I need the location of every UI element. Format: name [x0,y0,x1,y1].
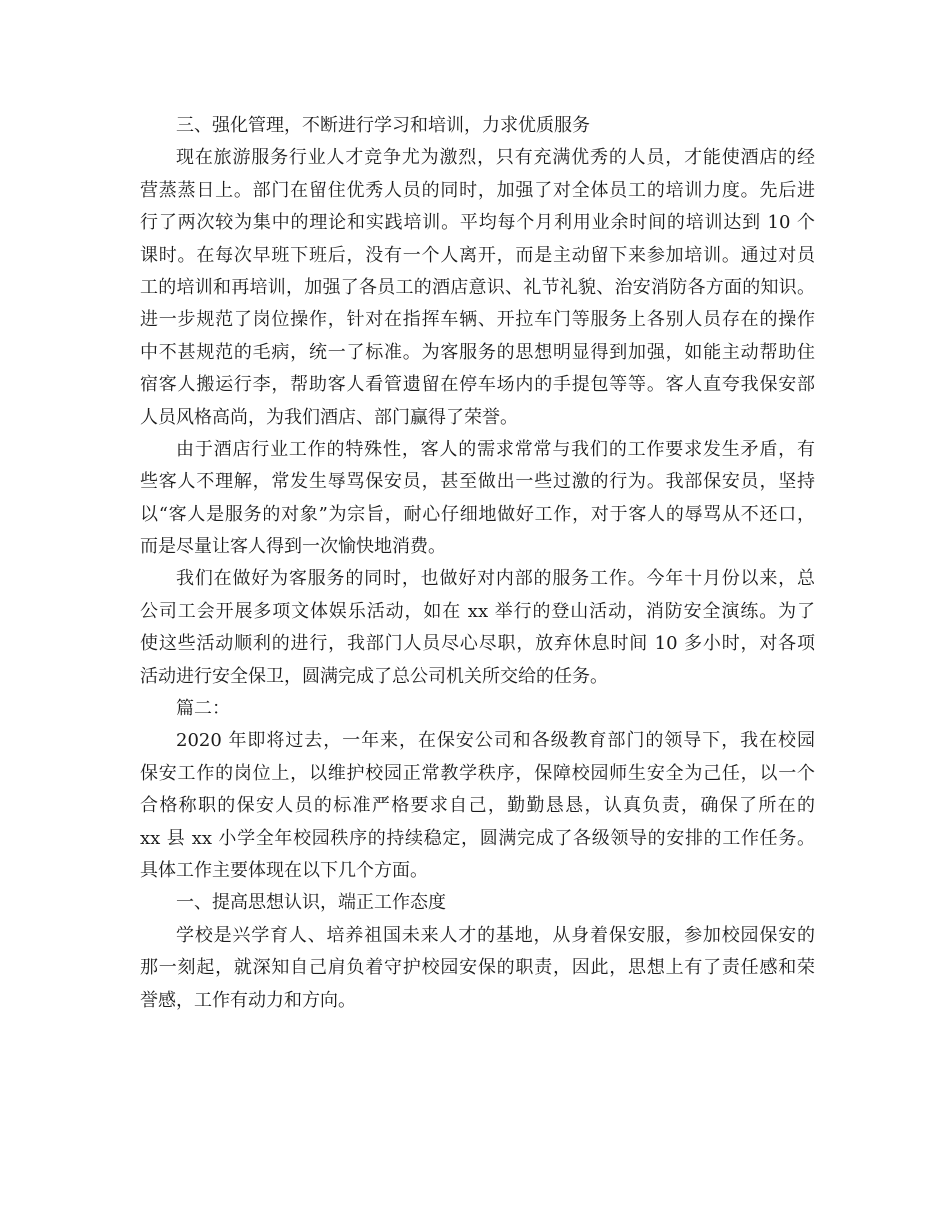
text-line: 具体工作主要体现在以下几个方面。 [140,859,428,881]
text-line: 营蒸蒸日上。部门在留住优秀人员的同时，加强了对全体员工的培训力度。先后进 [140,179,815,201]
document-body [140,110,815,1017]
text-line: 现在旅游服务行业人才竞争尤为激烈，只有充满优秀的人员，才能使酒店的经 [176,147,815,169]
text-line: 中不甚规范的毛病，统一了标准。为客服务的思想明显得到加强，如能主动帮助住 [140,341,815,363]
text-line: 人员风格高尚，为我们酒店、部门赢得了荣誉。 [140,406,518,428]
text-line: 2020 年即将过去，一年来，在保安公司和各级教育部门的领导下，我在校园 [176,730,815,752]
text-line: 我们在做好为客服务的同时，也做好对内部的服务工作。今年十月份以来，总 [176,568,815,590]
text-line: 公司工会开展多项文体娱乐活动，如在 xx 举行的登山活动，消防安全演练。为了 [140,600,815,622]
text-line: 行了两次较为集中的理论和实践培训。平均每个月利用业余时间的培训达到 10 个 [140,212,815,234]
text-line: 课时。在每次早班下班后，没有一个人离开，而是主动留下来参加培训。通过对员 [140,244,815,266]
text-line: 宿客人搬运行李，帮助客人看管遗留在停车场内的手提包等等。客人直夸我保安部 [140,374,815,396]
text-line: 三、强化管理，不断进行学习和培训，力求优质服务 [176,115,590,136]
text-line: 工的培训和再培训，加强了各员工的酒店意识、礼节礼貌、治安消防各方面的知识。 [140,276,815,298]
text-line: 活动进行安全保卫，圆满完成了总公司机关所交给的任务。 [140,665,608,687]
text-line: 合格称职的保安人员的标准严格要求自己，勤勤恳恳，认真负责，确保了所在的 [140,795,815,817]
text-line: 篇二： [176,698,230,720]
text-line: xx 县 xx 小学全年校园秩序的持续稳定，圆满完成了各级领导的安排的工作任务。 [140,827,815,849]
text-line: 那一刻起，就深知自己肩负着守护校园安保的职责，因此，思想上有了责任感和荣 [140,957,815,979]
text-line: 保安工作的岗位上，以维护校园正常教学秩序，保障校园师生安全为己任，以一个 [140,762,815,784]
text-line: 誉感，工作有动力和方向。 [140,989,356,1011]
text-line: 进一步规范了岗位操作，针对在指挥车辆、开拉车门等服务上各别人员存在的操作 [140,309,815,331]
text-line: 些客人不理解，常发生辱骂保安员，甚至做出一些过激的行为。我部保安员，坚持 [140,471,815,493]
text-line: 以“客人是服务的对象”为宗旨，耐心仔细地做好工作，对于客人的辱骂从不还口， [140,503,815,525]
text-line: 由于酒店行业工作的特殊性，客人的需求常常与我们的工作要求发生矛盾，有 [176,438,815,460]
text-line: 学校是兴学育人、培养祖国未来人才的基地，从身着保安服，参加校园保安的 [176,924,815,946]
text-line: 使这些活动顺利的进行，我部门人员尽心尽职，放弃休息时间 10 多小时，对各项 [140,633,815,655]
text-line: 而是尽量让客人得到一次愉快地消费。 [140,536,446,558]
text-line: 一、提高思想认识，端正工作态度 [176,892,446,914]
